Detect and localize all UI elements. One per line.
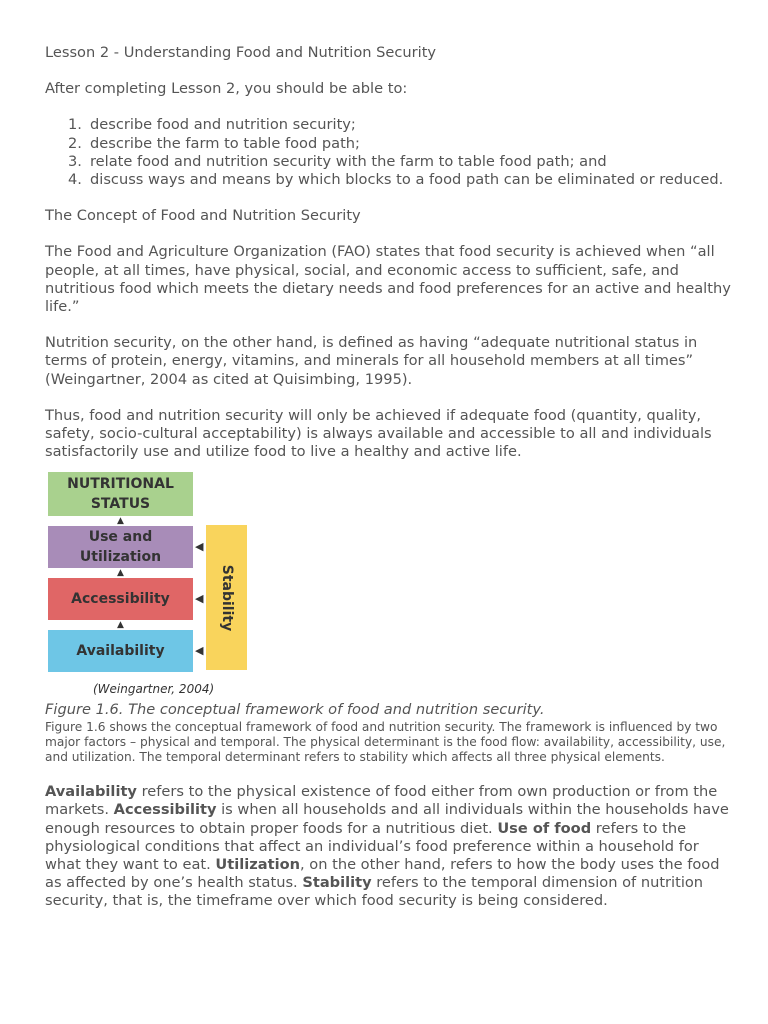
figure-caption: Figure 1.6. The conceptual framework of food and nutrition security. [45,701,545,719]
arrow-up-icon: ▲ [117,568,124,579]
definition-text: is when all households and all individuals within the households have enough resources to obtain proper foods for a nutritious diet. [45,801,729,837]
list-text: describe food and nutrition security; [90,116,356,134]
list-item [45,171,735,189]
paragraph-nutrition: Nutrition security, on the other hand, is defined as having “adequate nutritional status in terms of protein, energy, vitamins, and minerals for all household members at all times” (Weingartner, 2004 as cited at Quisimbing, 1995). [45,334,698,388]
list-number: 3. [68,152,82,170]
definition-text: , on the other hand, refers to how the body uses the food as affected by one’s health status. [45,856,720,892]
paragraph-fao: The Food and Agriculture Organization (FAO) states that food security is achieved when “all people, at all times, have physical, social, and economic access to sufficient, safe, and nutritious food which meets the dietary needs and food preferences for an active and healthy life.” [45,243,731,316]
figure-citation: (Weingartner, 2004) [93,682,215,697]
term-use-of-food: Use of food [497,819,592,837]
objectives-list [45,116,735,189]
figure-description: Figure 1.6 shows the conceptual framework of food and nutrition security. The framework is influenced by two major factors – physical and temporal. The physical determinant is the food flow: availability, accessibility, use, and utilization. The temporal determinant refers to stability which affects all three physical elements. [45,719,726,765]
list-number: 2. [68,134,82,152]
term-accessibility: Accessibility [113,801,217,819]
document-page [45,44,735,911]
objectives-intro: After completing Lesson 2, you should be able to: [45,80,408,98]
arrow-up-icon: ▲ [117,516,124,527]
definition-text: refers to the temporal dimension of nutrition security, that is, the timeframe over which food security is being considered. [45,874,704,910]
stability-box [206,525,247,670]
arrow-left-icon: ◀ [195,644,204,658]
list-text: relate food and nutrition security with the farm to table food path; and [90,152,607,170]
list-item [45,116,735,134]
paragraph-thus: Thus, food and nutrition security will only be achieved if adequate food (quantity, quality, safety, socio-cultural acceptability) is always available and accessible to all and individuals satisfactorily use and utilize food to live a healthy and active life. [45,406,712,461]
availability-box: Availability [48,630,193,672]
stability-label: Stability [218,564,235,632]
list-text: discuss ways and means by which blocks to a food path can be eliminated or reduced. [90,171,724,189]
section-heading: The Concept of Food and Nutrition Security [45,207,361,225]
list-number: 4. [68,171,82,189]
list-item [45,135,735,153]
arrow-up-icon: ▲ [117,620,124,631]
framework-diagram [45,472,250,697]
nutritional-status-box: NUTRITIONAL STATUS [48,472,193,516]
list-item [45,153,735,171]
arrow-left-icon: ◀ [195,592,204,606]
accessibility-box: Accessibility [48,578,193,620]
arrow-left-icon: ◀ [195,540,204,554]
list-number: 1. [68,116,82,134]
use-utilization-box: Use and Utilization [48,526,193,568]
term-stability: Stability [302,874,372,892]
lesson-title: Lesson 2 - Understanding Food and Nutrition Security [45,44,437,61]
term-utilization: Utilization [215,856,300,874]
list-text: describe the farm to table food path; [90,134,360,152]
definitions-paragraph [45,783,735,910]
term-availability: Availability [45,783,137,801]
definition-text: refers to the physiological conditions that affect an individual’s food preference within a household for what they want to eat. [45,819,699,874]
definition-text: refers to the physical existence of food either from own production or from the markets. [45,783,718,819]
